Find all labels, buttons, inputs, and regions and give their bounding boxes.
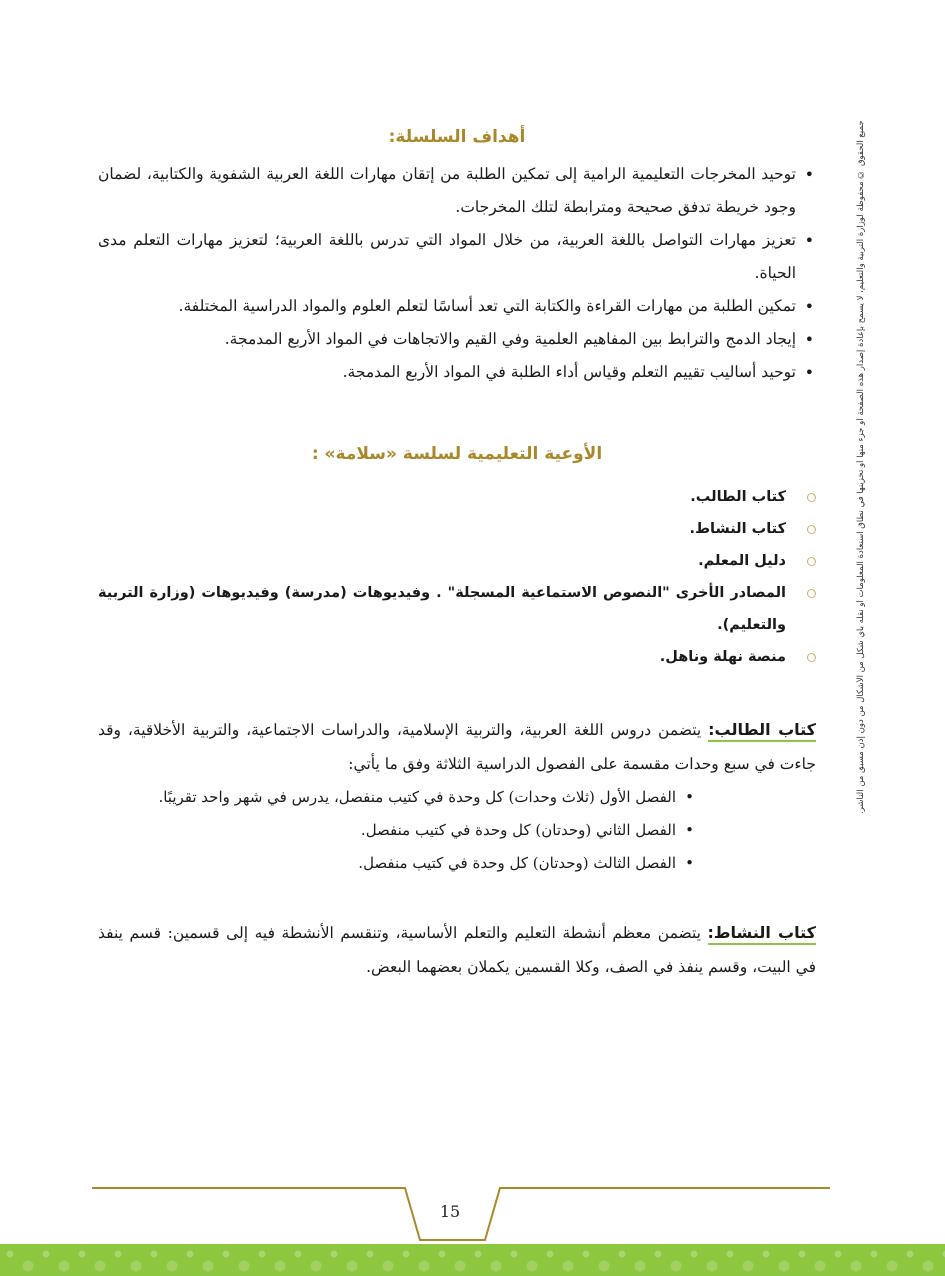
goals-list	[98, 158, 816, 389]
activity-book-paragraph	[98, 916, 816, 984]
student-book-text: يتضمن دروس اللغة العربية، والتربية الإسلامية، والدراسات الاجتماعية، والتربية الأخلاقية، وقد جاءت في سبع وحدات مقسمة على الفصول الدراسية الثلاثة وفق ما يأتي:	[98, 721, 816, 773]
media-item: المصادر الأخرى "النصوص الاستماعية المسجلة" . وفيديوهات (مدرسة) وفيديوهات (وزارة التربية والتعليم).	[98, 577, 816, 641]
goal-item: • توحيد أساليب تقييم التعلم وقياس أداء الطلبة في المواد الأربع المدمجة.	[98, 356, 816, 389]
semesters-list	[98, 781, 816, 880]
circle-bullet-icon	[807, 653, 816, 662]
main-content	[98, 122, 816, 984]
circle-bullet-icon	[807, 493, 816, 502]
goal-item: • تعزيز مهارات التواصل باللغة العربية، من خلال المواد التي تدرس باللغة العربية؛ لتعزيز مهارات التعلم مدى الحياة.	[98, 224, 816, 290]
media-item: دليل المعلم.	[98, 545, 816, 577]
decorative-band	[0, 1244, 945, 1276]
goal-item: • إيجاد الدمج والترابط بين المفاهيم العلمية وفي القيم والاتجاهات في المواد الأربع المدمجة.	[98, 323, 816, 356]
circle-bullet-icon	[807, 557, 816, 566]
page-number: 15	[439, 1202, 461, 1221]
media-item: كتاب النشاط.	[98, 513, 816, 545]
student-book-label: كتاب الطالب:	[708, 720, 816, 742]
activity-book-label: كتاب النشاط:	[708, 923, 816, 945]
goal-item: • تمكين الطلبة من مهارات القراءة والكتابة التي تعد أساسًا لتعلم العلوم والمواد الدراسية المختلفة.	[98, 290, 816, 323]
circle-bullet-icon	[807, 525, 816, 534]
goals-title: أهداف السلسلة:	[388, 127, 526, 147]
copyright-note: جميع الحقوق © محفوظة لوزارة التربية والتعليم، لا يسمح بإعادة إصدار هذه الصفحة أو جزء منها أو تخزينها في نطاق استعادة المعلومات أو نقله بأي شكل من الأشكال من دون إذن مسبق من الناشر.	[856, 120, 866, 814]
semester-item: • الفصل الثاني (وحدتان) كل وحدة في كتيب منفصل.	[98, 814, 696, 847]
media-list	[98, 481, 816, 673]
student-book-paragraph	[98, 713, 816, 781]
semester-item: • الفصل الثالث (وحدتان) كل وحدة في كتيب منفصل.	[98, 847, 696, 880]
semester-item: • الفصل الأول (ثلاث وحدات) كل وحدة في كتيب منفصل، يدرس في شهر واحد تقريبًا.	[98, 781, 696, 814]
media-title: الأوعية التعليمية لسلسة «سلامة» :	[311, 444, 603, 464]
circle-bullet-icon	[807, 589, 816, 598]
media-item: كتاب الطالب.	[98, 481, 816, 513]
media-item: منصة نهلة وناهل.	[98, 641, 816, 673]
goal-item: • توحيد المخرجات التعليمية الرامية إلى تمكين الطلبة من إتقان مهارات اللغة العربية الشفوية والكتابية، لضمان وجود خريطة تدفق صحيحة ومترابطة لتلك المخرجات.	[98, 158, 816, 224]
activity-book-text: يتضمن معظم أنشطة التعليم والتعلم الأساسية، وتنقسم الأنشطة فيه إلى قسمين: قسم ينفذ في البيت، وقسم ينفذ في الصف، وكلا القسمين يكملان بعضهما البعض.	[98, 924, 816, 976]
